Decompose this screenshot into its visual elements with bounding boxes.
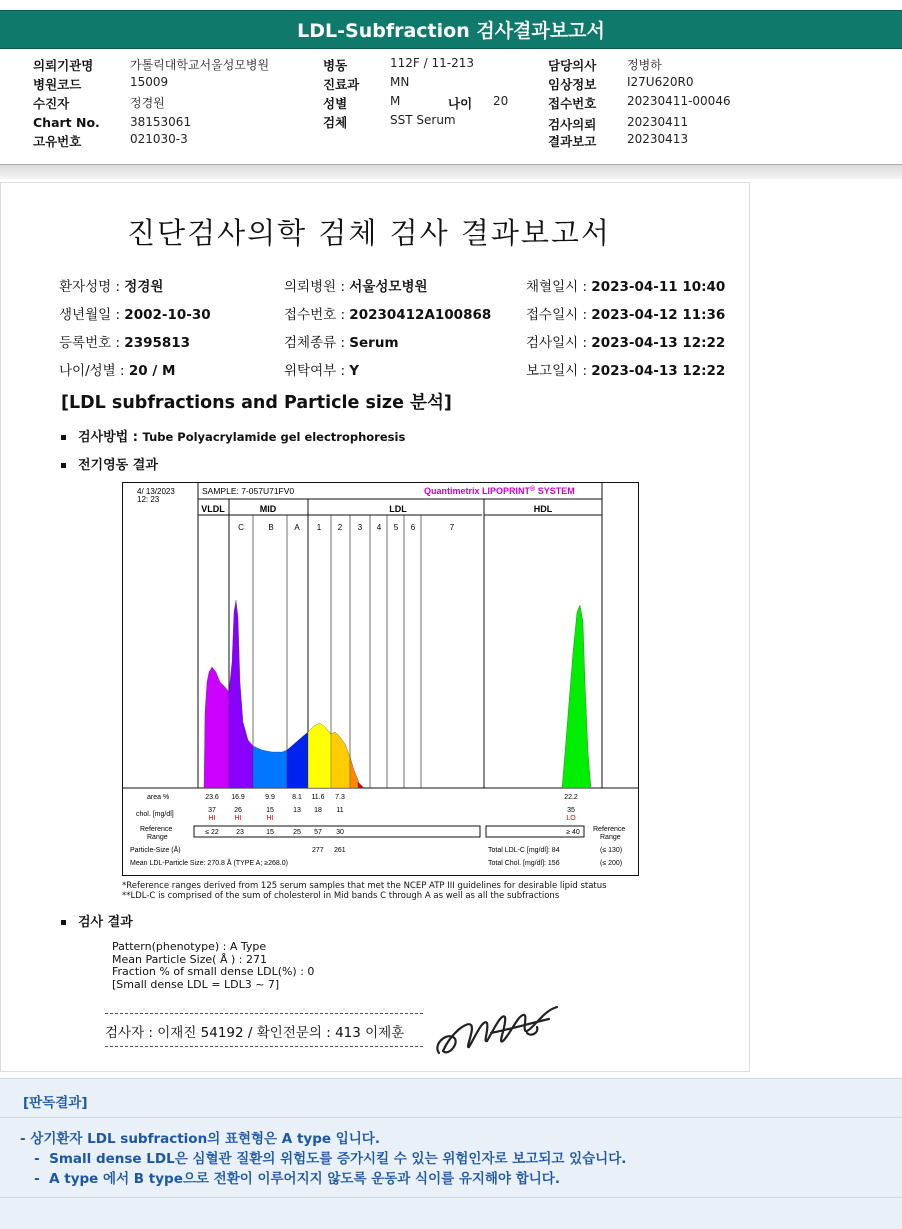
- interpretation-line: - 상기환자 LDL subfraction의 표현형은 A type 입니다.: [20, 1131, 380, 1147]
- particle-size-2: 261: [334, 847, 346, 854]
- flag-value: HI: [266, 815, 274, 822]
- lipoprint-chart: [122, 482, 639, 876]
- footnote-line: **LDL-C is comprised of the sum of cholesterol in Mid bands C through A as well as all the subfractions: [122, 891, 560, 901]
- info-label: 검사의뢰: [548, 117, 597, 132]
- ref-value: 23: [236, 829, 244, 836]
- group-label-vldl: VLDL: [201, 504, 225, 514]
- panel-bottom-rule: [0, 1197, 902, 1198]
- patient-field-value: Y: [349, 363, 360, 379]
- group-label-mid: MID: [259, 504, 277, 514]
- patient-field: [284, 303, 491, 323]
- section-title: [LDL subfractions and Particle size 분석]: [61, 393, 452, 413]
- info-label: 성별: [323, 96, 348, 111]
- patient-field: [526, 331, 725, 351]
- patient-field-value: 2023-04-11 10:40: [591, 279, 726, 295]
- ref-value: ≥ 40: [566, 829, 580, 836]
- patient-field-label: 접수번호 :: [284, 307, 350, 323]
- patient-field: [526, 359, 725, 379]
- row-label-ref: Reference: [140, 826, 173, 833]
- band-label: A: [294, 523, 300, 532]
- result-line: Fraction % of small dense LDL(%) : 0: [112, 965, 315, 978]
- band-label: 4: [376, 523, 382, 532]
- chol-value: 18: [314, 807, 322, 814]
- result-line: Pattern(phenotype) : A Type: [112, 940, 267, 953]
- band-label: 2: [337, 523, 343, 532]
- info-value: 20: [493, 94, 509, 108]
- patient-field: [526, 303, 725, 323]
- scanned-report-document: [0, 182, 750, 1072]
- patient-field-value: 2023-04-13 12:22: [591, 335, 726, 351]
- signer-line: 검사자 : 이재진 54192 / 확인전문의 : 413 이제훈: [105, 1025, 405, 1041]
- chart-frame: [123, 483, 639, 876]
- info-value: SST Serum: [390, 113, 456, 127]
- info-label: 검체: [323, 115, 348, 130]
- chart-sample: SAMPLE: 7-057U71FV0: [202, 486, 295, 496]
- result-line: [Small dense LDL = LDL3 ~ 7]: [112, 977, 280, 991]
- row-label-chol: chol. [mg/dl]: [136, 811, 174, 818]
- ref-value: 25: [293, 829, 301, 836]
- info-value: 021030-3: [130, 132, 188, 146]
- result-lines: [112, 941, 314, 991]
- row-label-ref2: Range: [147, 834, 168, 841]
- particle-size-label: Particle-Size (Å): [130, 847, 181, 854]
- patient-field-label: 나이/성별 :: [59, 363, 129, 379]
- flag-value: LO: [566, 815, 576, 822]
- info-value: 가톨릭대학교서울성모병원: [130, 58, 270, 72]
- total-ldl-ref: (≤ 130): [600, 847, 623, 854]
- patient-field-value: 2023-04-12 11:36: [591, 307, 726, 323]
- signer-rule-top: [105, 1013, 423, 1014]
- electro-bullet: [61, 454, 158, 473]
- total-chol-ref: (≤ 200): [600, 860, 623, 867]
- report-header-title: LDL-Subfraction 검사결과보고서: [0, 10, 902, 49]
- band-label: 5: [393, 523, 399, 532]
- info-value: 112F / 11-213: [390, 56, 474, 70]
- info-value: I27U620R0: [627, 75, 694, 89]
- patient-field: [59, 331, 190, 351]
- interpretation-panel: [0, 1078, 902, 1229]
- info-label: 고유번호: [33, 134, 82, 149]
- group-label-ldl: LDL: [389, 504, 407, 514]
- info-label: 담당의사: [548, 58, 597, 73]
- info-value: 38153061: [130, 115, 192, 129]
- signature-image: [431, 1003, 561, 1061]
- info-value: MN: [390, 75, 410, 89]
- chol-value: 15: [266, 807, 274, 814]
- info-label: 임상정보: [548, 77, 597, 92]
- bullet-marker: [61, 920, 66, 925]
- chart-time: 12: 23: [137, 495, 160, 504]
- patient-field-value: 20230412A100868: [349, 307, 492, 323]
- patient-field-label: 환자성명 :: [59, 279, 125, 295]
- patient-field-label: 검사일시 :: [526, 335, 592, 351]
- patient-field-label: 등록번호 :: [59, 335, 125, 351]
- patient-field-label: 채혈일시 :: [526, 279, 592, 295]
- area-value: 16.9: [231, 794, 245, 801]
- band-label: 7: [449, 523, 455, 532]
- patient-field-label: 검체종류 :: [284, 335, 350, 351]
- info-value: 20230411: [627, 115, 689, 129]
- chol-value: 37: [208, 807, 216, 814]
- total-ldl: Total LDL-C [mg/dl]: 84: [488, 847, 560, 854]
- group-label-hdl: HDL: [533, 504, 553, 514]
- result-bullet: [61, 911, 133, 930]
- patient-field-value: 2023-04-13 12:22: [591, 363, 726, 379]
- patient-field: [59, 359, 175, 379]
- info-label: 나이: [448, 96, 473, 111]
- info-label: Chart No.: [33, 115, 100, 130]
- ref-value: 15: [266, 829, 274, 836]
- info-value: 정병하: [627, 58, 662, 72]
- curve-segment: [308, 723, 331, 788]
- area-value: 9.9: [265, 794, 275, 801]
- patient-field: [284, 275, 428, 295]
- row-label-ref-right: Reference: [593, 826, 626, 833]
- ref-value: 57: [314, 829, 322, 836]
- signer-rule-bottom: [105, 1046, 423, 1047]
- row-label-ref2-right: Range: [600, 834, 621, 841]
- band-label: 3: [357, 523, 363, 532]
- info-label: 병원코드: [33, 77, 82, 92]
- method-bullet: [61, 426, 405, 445]
- ref-value: 30: [336, 829, 344, 836]
- patient-field-value: 정경원: [124, 279, 164, 295]
- patient-field-value: Serum: [349, 335, 399, 351]
- area-value: 23.6: [205, 794, 219, 801]
- total-chol: Total Chol. [mg/dl]: 156: [488, 860, 560, 867]
- result-label: 검사 결과: [78, 915, 133, 930]
- chol-value: 35: [567, 807, 575, 814]
- chart-brand: Quantimetrix LIPOPRINT® SYSTEM: [424, 486, 575, 496]
- chol-value: 26: [234, 807, 242, 814]
- info-label: 병동: [323, 58, 348, 73]
- particle-size-1: 277: [312, 847, 324, 854]
- patient-field-label: 위탁여부 :: [284, 363, 350, 379]
- patient-field-value: 2002-10-30: [124, 307, 211, 323]
- row-label-area: area %: [147, 794, 170, 801]
- ref-value: ≤ 22: [205, 829, 219, 836]
- panel-divider: [0, 1117, 902, 1118]
- area-value: 8.1: [292, 794, 302, 801]
- info-label: 의뢰기관명: [33, 58, 94, 73]
- chart-date: 4/ 13/2023: [137, 487, 175, 496]
- info-value: 15009: [130, 75, 169, 89]
- band-label: C: [238, 523, 244, 532]
- interpretation-line: - Small dense LDL은 심혈관 질환의 위험도를 증가시킬 수 있는 위험인자로 보고되고 있습니다.: [20, 1151, 627, 1167]
- area-value: 22.2: [564, 794, 578, 801]
- interpretation-line: - A type 에서 B type으로 전환이 이루어지지 않도록 운동과 식이를 유지해야 합니다.: [20, 1171, 560, 1187]
- bullet-marker: [61, 435, 66, 440]
- report-title: 진단검사의학 검체 검사 결과보고서: [127, 216, 611, 250]
- band-label: 6: [410, 523, 416, 532]
- patient-field-label: 의뢰병원 :: [284, 279, 350, 295]
- info-label: 진료과: [323, 77, 360, 92]
- patient-field-value: 20 / M: [128, 363, 176, 379]
- mean-particle-size: Mean LDL-Particle Size: 270.8 Å (TYPE A; ≥268.0): [130, 860, 288, 867]
- flag-value: HI: [208, 815, 216, 822]
- patient-field: [284, 359, 359, 379]
- chol-value: 13: [293, 807, 301, 814]
- area-value: 11.6: [311, 794, 325, 801]
- flag-value: HI: [234, 815, 242, 822]
- patient-field: [59, 275, 163, 295]
- interpretation-lines: [20, 1129, 626, 1189]
- patient-field-label: 생년월일 :: [59, 307, 125, 323]
- patient-field: [59, 303, 211, 323]
- interpretation-title: [판독결과]: [23, 1095, 88, 1111]
- patient-field-value: 서울성모병원: [349, 279, 428, 295]
- footnote-line: *Reference ranges derived from 125 serum samples that met the NCEP ATP III guidelines for desirable lipid status: [122, 881, 607, 891]
- method-label: 검사방법 :: [78, 430, 143, 445]
- area-value: 7.3: [335, 794, 345, 801]
- patient-field-value: 2395813: [124, 335, 191, 351]
- info-value: 20230413: [627, 132, 689, 146]
- patient-field: [526, 275, 725, 295]
- info-label: 접수번호: [548, 96, 597, 111]
- info-value: 20230411-00046: [627, 94, 731, 108]
- method-value: Tube Polyacrylamide gel electrophoresis: [142, 430, 406, 444]
- bullet-marker: [61, 463, 66, 468]
- order-info-panel: [0, 50, 902, 162]
- info-label: 결과보고: [548, 134, 597, 149]
- info-value: M: [390, 94, 401, 108]
- info-value: 정경원: [130, 96, 165, 110]
- chart-footnotes: [122, 881, 607, 901]
- band-label: 1: [316, 523, 322, 532]
- band-label: B: [268, 523, 274, 532]
- patient-field: [284, 331, 399, 351]
- curve-segment: [253, 746, 287, 788]
- info-label: 수진자: [33, 96, 70, 111]
- patient-field-label: 보고일시 :: [526, 363, 592, 379]
- patient-field-label: 접수일시 :: [526, 307, 592, 323]
- section-divider: [0, 164, 902, 179]
- chol-value: 11: [336, 807, 344, 814]
- electro-label: 전기영동 결과: [78, 458, 158, 473]
- result-line: Mean Particle Size( Å ) : 271: [112, 952, 267, 966]
